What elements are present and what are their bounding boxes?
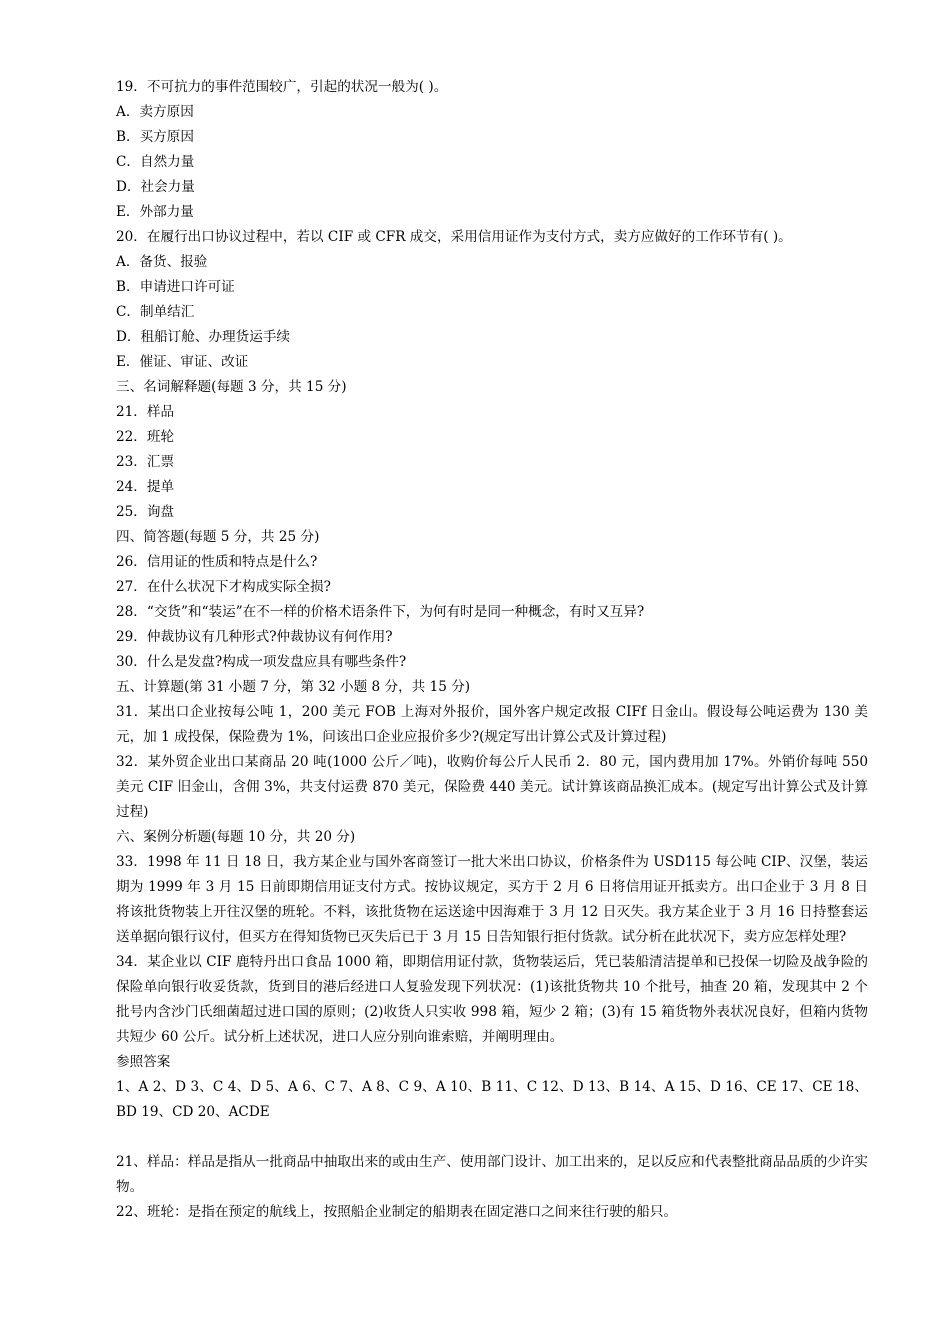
q20-option-c: C．制单结汇 (116, 304, 195, 320)
question-23: 23．汇票 (116, 454, 175, 470)
q19-option-e: E．外部力量 (116, 204, 194, 220)
question-32: 32．某外贸企业出口某商品 20 吨(1000 公斤／吨)，收购价每公斤人民币 2．80 元，国内费用加 17%。外销价每吨 550 美元 CIF 旧金山，含佣 3%，共支付运费 870 美元，保险费 440 美元。试计算该商品换汇成本。(规定写出计算公式及计算过程) (116, 754, 868, 820)
section-5-heading: 五、计算题(第 31 小题 7 分，第 32 小题 8 分，共 15 分) (116, 679, 471, 695)
q19-option-a: A．卖方原因 (116, 104, 194, 120)
q20-option-a: A．备货、报验 (116, 254, 208, 270)
question-19: 19．不可抗力的事件范围较广，引起的状况一般为( )。 (116, 79, 448, 95)
answers-multiple-choice: 1、A 2、D 3、C 4、D 5、A 6、C 7、A 8、C 9、A 10、B 11、C 12、D 13、B 14、A 15、D 16、CE 17、CE 18、BD 19、CD 20、ACDE (116, 1079, 868, 1120)
question-24: 24．提单 (116, 479, 175, 495)
q20-option-d: D．租船订舱、办理货运手续 (116, 329, 291, 345)
q19-option-b: B．买方原因 (116, 129, 194, 145)
question-30: 30．什么是发盘?构成一项发盘应具有哪些条件? (116, 654, 407, 670)
question-31: 31．某出口企业按每公吨 1，200 美元 FOB 上海对外报价，国外客户规定改报 CIFf 日金山。假设每公吨运费为 130 美元，加 1 成投保，保险费为 1%，问该出口企业应报价多少?(规定写出计算公式及计算过程) (116, 704, 868, 745)
question-20: 20．在履行出口协议过程中，若以 CIF 或 CFR 成交，采用信用证作为支付方式，卖方应做好的工作环节有( )。 (116, 229, 792, 245)
q20-option-b: B．申请进口许可证 (116, 279, 235, 295)
question-25: 25．询盘 (116, 504, 175, 520)
section-3-heading: 三、名词解释题(每题 3 分，共 15 分) (116, 379, 347, 395)
answer-21: 21、样品：样品是指从一批商品中抽取出来的或由生产、使用部门设计、加工出来的，足以反应和代表整批商品品质的少许实物。 (116, 1154, 868, 1195)
q19-option-c: C．自然力量 (116, 154, 195, 170)
question-26: 26．信用证的性质和特点是什么? (116, 554, 318, 570)
question-21: 21．样品 (116, 404, 175, 420)
q20-option-e: E．催证、审证、改证 (116, 354, 249, 370)
answer-title: 参照答案 (116, 1054, 171, 1070)
section-6-heading: 六、案例分析题(每题 10 分，共 20 分) (116, 829, 356, 845)
question-27: 27．在什么状况下才构成实际全损? (116, 579, 331, 595)
q19-option-d: D．社会力量 (116, 179, 195, 195)
section-4-heading: 四、简答题(每题 5 分，共 25 分) (116, 529, 320, 545)
question-33: 33．1998 年 11 日 18 日，我方某企业与国外客商签订一批大米出口协议，价格条件为 USD115 每公吨 CIP、汉堡，装运期为 1999 年 3 月 15 日前即期信用证支付方式。按协议规定，买方于 2 月 6 日将信用证开抵卖方。出口企业于 3 月 8 日将该批货物装上开往汉堡的班轮。不料，该批货物在运送途中因海难于 3 月 12 日灭失。我方某企业于 3 月 16 日持整套运送单据向银行议付，但买方在得知货物已灭失后已于 3 月 15 日告知银行拒付货款。试分析在此状况下，卖方应怎样处理? (116, 854, 868, 945)
blank-line (116, 1125, 868, 1150)
question-22: 22．班轮 (116, 429, 175, 445)
question-34: 34．某企业以 CIF 鹿特丹出口食品 1000 箱，即期信用证付款，货物装运后，凭已装船清洁提单和已投保一切险及战争险的保险单向银行收妥货款，货到目的港后经进口人复验发现下列状况：(1)该批货物共 10 个批号，抽查 20 箱，发现其中 2 个批号内含沙门氏细菌超过进口国的原则；(2)收货人只实收 998 箱，短少 2 箱；(3)有 15 箱货物外表状况良好，但箱内货物共短少 60 公斤。试分析上述状况，进口人应分别向谁索赔，并阐明理由。 (116, 954, 868, 1045)
question-29: 29．仲裁协议有几种形式?仲裁协议有何作用? (116, 629, 393, 645)
document-body (116, 75, 868, 1225)
question-28: 28．“交货”和“装运”在不一样的价格术语条件下，为何有时是同一种概念，有时又互异? (116, 604, 645, 620)
answer-22: 22、班轮：是指在预定的航线上，按照船企业制定的船期表在固定港口之间来往行驶的船只。 (116, 1204, 678, 1220)
